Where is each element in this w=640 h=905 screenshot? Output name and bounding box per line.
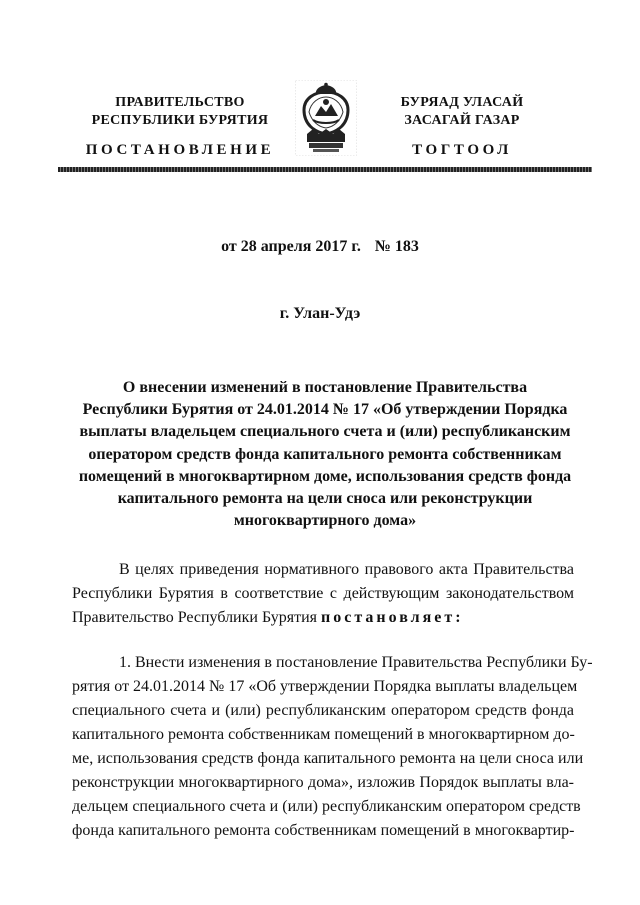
title-line: капитального ремонта на цели сноса или реконструкции (117, 490, 533, 508)
body-line: фонда капитального ремонта собственникам помещений в многоквартир- (72, 822, 575, 839)
decree-date: от 28 апреля 2017 г. (221, 238, 361, 255)
gov-name-line-1: ПРАВИТЕЛЬСТВО (115, 95, 245, 110)
title-line: оператором средств фонда капитального ремонта собственникам (88, 445, 562, 463)
doc-type-russian: ПОСТАНОВЛЕНИЕ (85, 142, 275, 158)
doc-type-buryat: ТОГТООЛ (412, 142, 512, 158)
body-line-last (72, 606, 574, 630)
coat-of-arms-icon (295, 80, 357, 156)
gov-name-buryat-line-2: ЗАСАГАЙ ГАЗАР (404, 113, 520, 128)
item-1-paragraph (72, 651, 593, 843)
body-line: рятия от 24.01.2014 № 17 «Об утверждении Порядка выплаты владельцем (72, 678, 578, 695)
body-line: 1. Внести изменения в постановление Правительства Республики Бу- (119, 654, 593, 671)
decree-number: № 183 (374, 238, 419, 255)
body-line: В целях приведения нормативного правового акта Правительства (119, 561, 574, 578)
gov-name-buryat-line-1: БУРЯАД УЛАСАЙ (400, 95, 524, 110)
preamble-subject: Правительство Республики Бурятия (72, 609, 318, 626)
gov-name-russian (75, 94, 285, 130)
decree-date-number (0, 238, 640, 256)
decree-city: г. Улан-Удэ (279, 305, 361, 322)
body-line: специального счета и (или) республиканским оператором средств фонда (72, 702, 574, 719)
header-divider (58, 167, 592, 172)
body-line: ме, использования средств фонда капитального ремонта на цели сноса или (72, 750, 584, 767)
gov-name-buryat (372, 94, 552, 130)
title-line: О внесении изменений в постановление Правительства (122, 379, 528, 396)
body-line: реконструкции многоквартирного дома», изложив Порядок выплаты вла- (72, 774, 574, 791)
body-line: Республики Бурятия в соответствие с действующим законодательством (72, 585, 574, 602)
title-line: Республики Бурятия от 24.01.2014 № 17 «Об утверждении Порядка (82, 401, 568, 419)
decides-emphasis: постановляет: (321, 609, 464, 626)
body-line: капитального ремонта собственникам помещений в многоквартирном до- (72, 726, 575, 743)
decree-title (70, 377, 580, 532)
title-line: помещений в многоквартирном доме, использования средств фонда (78, 467, 572, 485)
title-line: многоквартирного дома» (233, 512, 417, 530)
gov-name-line-2: РЕСПУБЛИКИ БУРЯТИЯ (91, 113, 269, 128)
body-line: дельцем специального счета и (или) республиканским оператором средств (72, 798, 581, 815)
preamble-paragraph (72, 558, 574, 630)
title-line: выплаты владельцем специального счета и (или) республиканским (79, 423, 571, 441)
